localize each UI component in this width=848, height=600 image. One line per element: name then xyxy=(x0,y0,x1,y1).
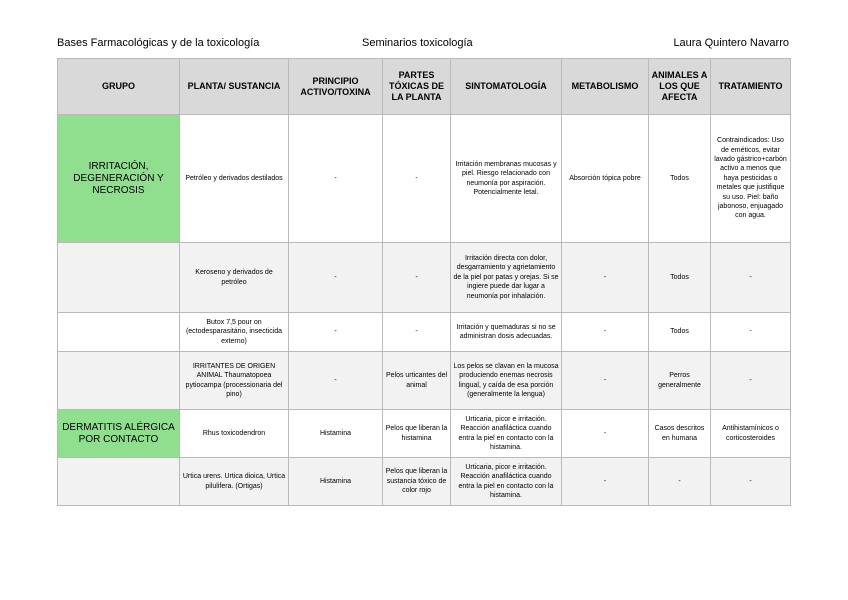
treatment-cell: - xyxy=(711,313,791,352)
active-principle-cell: Histamina xyxy=(289,458,383,506)
affected-animals-cell: Perros generalmente xyxy=(649,352,711,410)
group-cell: DERMATITIS ALÉRGICA POR CONTACTO xyxy=(58,410,180,458)
active-principle-cell: - xyxy=(289,313,383,352)
table-row xyxy=(58,458,791,506)
symptoms-cell: Irritación membranas mucosas y piel. Riesgo relacionado con neumonía por aspiración. Potencialmente letal. xyxy=(451,115,562,243)
metabolism-cell: - xyxy=(562,352,649,410)
metabolism-cell: - xyxy=(562,410,649,458)
treatment-cell: - xyxy=(711,458,791,506)
treatment-cell: Contraindicados: Uso de eméticos, evitar lavado gástrico+carbón activo a menos que haya pesticidas o metales que justifique su uso. Piel: baño jabonoso, enjuagado con agua. xyxy=(711,115,791,243)
column-header-tratamiento: TRATAMIENTO xyxy=(711,59,791,115)
affected-animals-cell: Casos descritos en humana xyxy=(649,410,711,458)
toxic-parts-cell: Pelos urticantes del animal xyxy=(383,352,451,410)
group-cell xyxy=(58,243,180,313)
group-cell xyxy=(58,313,180,352)
affected-animals-cell: Todos xyxy=(649,313,711,352)
metabolism-cell: - xyxy=(562,243,649,313)
symptoms-cell: Urticaria, picor e irritación. Reacción anafiláctica cuando entra la piel en contacto con la histamina. xyxy=(451,410,562,458)
active-principle-cell: - xyxy=(289,115,383,243)
column-header-grupo: GRUPO xyxy=(58,59,180,115)
substance-cell: IRRITANTES DE ORIGEN ANIMAL Thaumatopoea pytiocampa (processionaria del pino) xyxy=(180,352,289,410)
treatment-cell: - xyxy=(711,243,791,313)
table-row xyxy=(58,313,791,352)
table-row xyxy=(58,410,791,458)
header-seminar-title: Seminarios toxicología xyxy=(362,37,473,49)
substance-cell: Butox 7,5 pour on (ectodesparasitário, insecticida externo) xyxy=(180,313,289,352)
metabolism-cell: - xyxy=(562,313,649,352)
table-row xyxy=(58,352,791,410)
column-header-animales: ANIMALES A LOS QUE AFECTA xyxy=(649,59,711,115)
toxic-parts-cell: Pelos que liberan la sustancia tóxico de color rojo xyxy=(383,458,451,506)
active-principle-cell: - xyxy=(289,352,383,410)
group-cell xyxy=(58,458,180,506)
symptoms-cell: Los pelos se clavan en la mucosa produciendo enemas necrosis lingual, y caída de esa porción (generalmente la lengua) xyxy=(451,352,562,410)
substance-cell: Keroseno y derivados de petróleo xyxy=(180,243,289,313)
toxicology-table xyxy=(57,58,791,506)
treatment-cell: Antihistamínicos o corticosteroides xyxy=(711,410,791,458)
column-header-sintomatologia: SINTOMATOLOGÍA xyxy=(451,59,562,115)
column-header-principio: PRINCIPIO ACTIVO/TOXINA xyxy=(289,59,383,115)
symptoms-cell: Urticaria, picor e irritación. Reacción anafiláctica cuando entra la piel en contacto con la histamina. xyxy=(451,458,562,506)
toxic-parts-cell: - xyxy=(383,115,451,243)
affected-animals-cell: - xyxy=(649,458,711,506)
active-principle-cell: - xyxy=(289,243,383,313)
active-principle-cell: Histamina xyxy=(289,410,383,458)
group-cell: IRRITACIÓN, DEGENERACIÓN Y NECROSIS xyxy=(58,115,180,243)
symptoms-cell: Irritación directa con dolor, desgarramiento y agrietamiento de la piel por patas y orejas. Si se ingiere puede dar lugar a neumonía por inhalación. xyxy=(451,243,562,313)
group-cell xyxy=(58,352,180,410)
table-header-row xyxy=(58,59,791,115)
substance-cell: Petróleo y derivados destilados xyxy=(180,115,289,243)
affected-animals-cell: Todos xyxy=(649,115,711,243)
column-header-metabolismo: METABOLISMO xyxy=(562,59,649,115)
substance-cell: Rhus toxicodendron xyxy=(180,410,289,458)
substance-cell: Urtica urens. Urtica dioica, Urtica pilulifera. (Ortigas) xyxy=(180,458,289,506)
affected-animals-cell: Todos xyxy=(649,243,711,313)
symptoms-cell: Irritación y quemaduras si no se administran dosis adecuadas. xyxy=(451,313,562,352)
metabolism-cell: - xyxy=(562,458,649,506)
table-row xyxy=(58,115,791,243)
column-header-partes: PARTES TÓXICAS DE LA PLANTA xyxy=(383,59,451,115)
toxic-parts-cell: - xyxy=(383,243,451,313)
header-course-title: Bases Farmacológicas y de la toxicología xyxy=(57,37,260,49)
column-header-planta: PLANTA/ SUSTANCIA xyxy=(180,59,289,115)
header-author: Laura Quintero Navarro xyxy=(673,37,789,49)
table-row xyxy=(58,243,791,313)
toxic-parts-cell: - xyxy=(383,313,451,352)
toxic-parts-cell: Pelos que liberan la histamina xyxy=(383,410,451,458)
treatment-cell: - xyxy=(711,352,791,410)
metabolism-cell: Absorción tópica pobre xyxy=(562,115,649,243)
